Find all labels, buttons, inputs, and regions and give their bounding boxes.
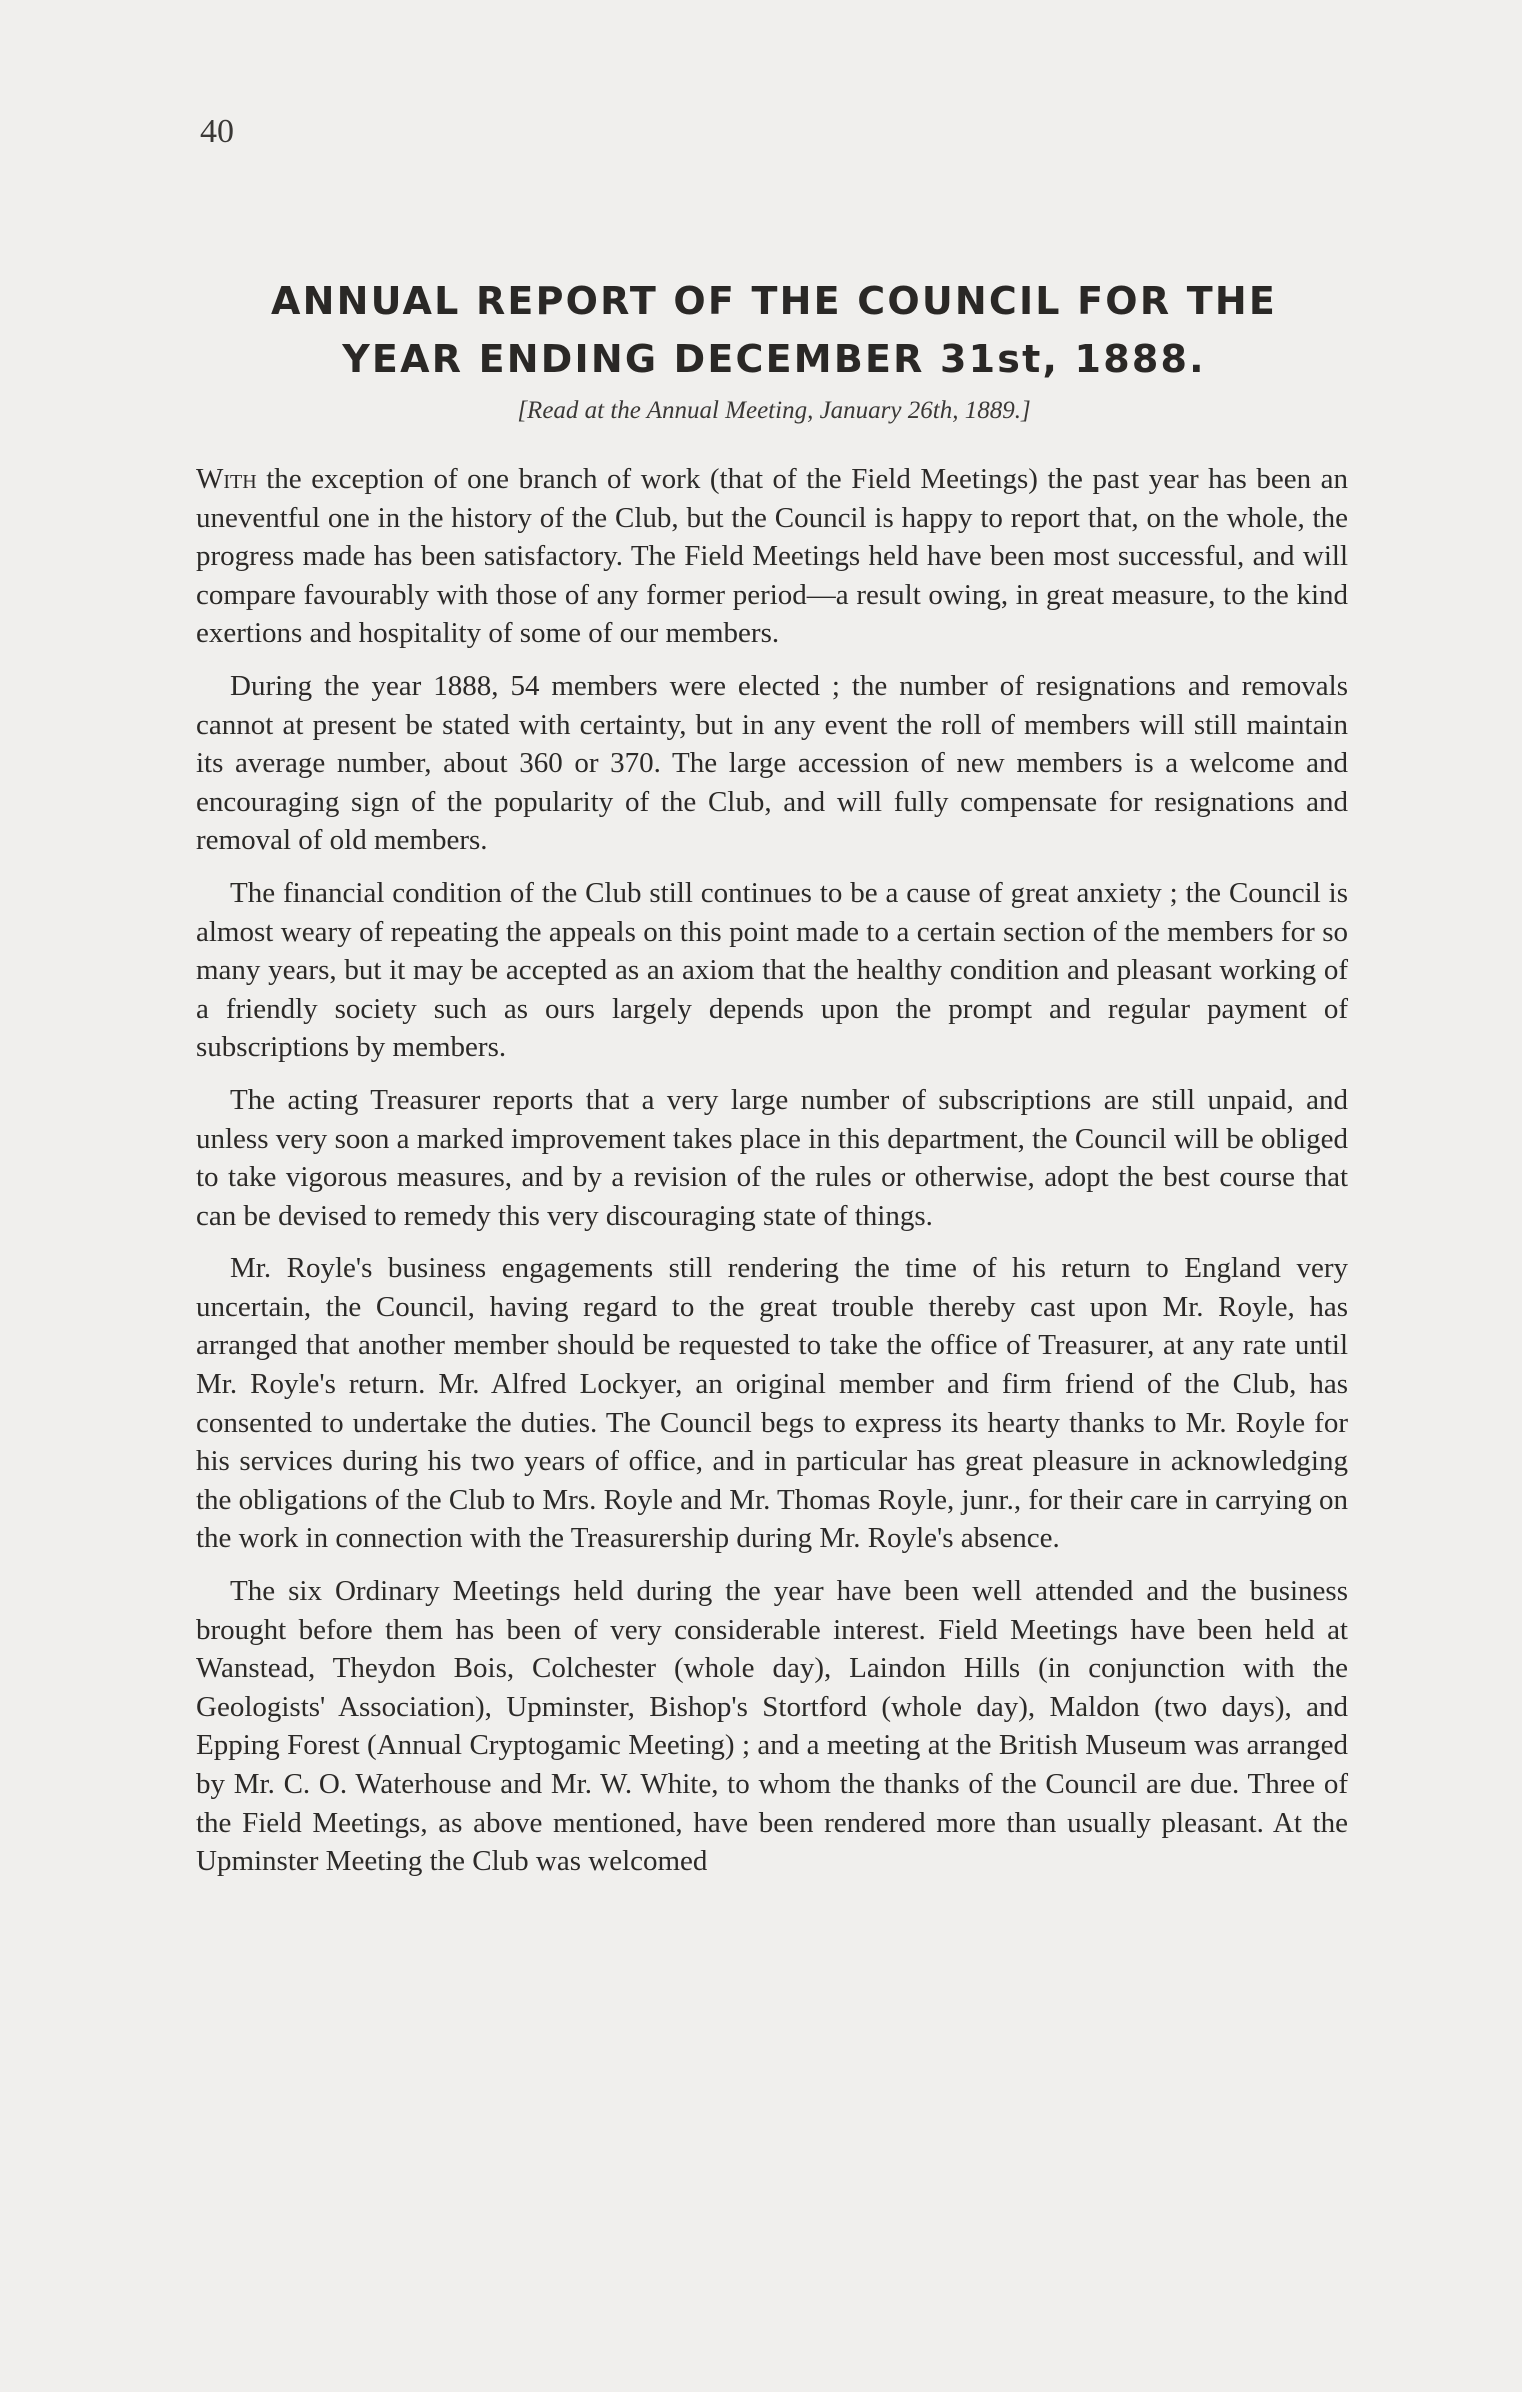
paragraph-1	[196, 460, 1348, 653]
paragraph-1-text: the exception of one branch of work (that of the Field Meetings) the past year has been an uneventful one in the history of the Club, but the Council is happy to report that, on the whole, the progress made has been satisfactory. The Field Meetings held have been most successful, and will compare favourably with those of any former period—a result owing, in great measure, to the kind exertions and hospitality of some of our members.	[196, 463, 1348, 650]
heading-line-1: ANNUAL REPORT OF THE COUNCIL FOR THE	[271, 279, 1277, 323]
report-heading	[196, 272, 1352, 388]
paragraph-3: The financial condition of the Club still continues to be a cause of great anxiety ; the Council is almost weary of repeating the appeals on this point made to a certain section of the members for so many years, but it may be accepted as an axiom that the healthy condition and pleasant working of a friendly society such as ours largely depends upon the prompt and regular payment of subscriptions by members.	[196, 876, 1348, 1064]
report-body	[196, 460, 1348, 1895]
paragraph-1-lead: With	[196, 463, 257, 495]
reading-note: [Read at the Annual Meeting, January 26th, 1889.]	[517, 397, 1031, 424]
paragraph-5: Mr. Royle's business engagements still rendering the time of his return to England very uncertain, the Council, having regard to the great trouble thereby cast upon Mr. Royle, has arranged that another member should be requested to take the office of Treasurer, at any rate until Mr. Royle's return. Mr. Alfred Lockyer, an original member and firm friend of the Club, has consented to undertake the duties. The Council begs to express its hearty thanks to Mr. Royle for his services during his two years of office, and in particular has great pleasure in acknowledging the obligations of the Club to Mrs. Royle and Mr. Thomas Royle, junr., for their care in carrying on the work in connection with the Treasurership during Mr. Royle's absence.	[196, 1252, 1349, 1555]
heading-line-2: YEAR ENDING DECEMBER 31st, 1888.	[342, 337, 1206, 381]
paragraph-6: The six Ordinary Meetings held during the year have been well attended and the business brought before them has been of very considerable interest. Field Meetings have been held at Wanstead, Theydon Bois, Colchester (whole day), Laindon Hills (in conjunction with the Geologists' Association), Upminster, Bishop's Stortford (whole day), Maldon (two days), and Epping Forest (Annual Cryptogamic Meeting) ; and a meeting at the British Museum was arranged by Mr. C. O. Waterhouse and Mr. W. White, to whom the thanks of the Council are due. Three of the Field Meetings, as above mentioned, have been rendered more than usually pleasant. At the Upminster Meeting the Club was welcomed	[196, 1575, 1348, 1878]
page-number: 40	[200, 113, 234, 150]
paragraph-2: During the year 1888, 54 members were elected ; the number of resignations and removals cannot at present be stated with certainty, but in any event the roll of members will still maintain its average number, about 360 or 370. The large accession of new members is a welcome and encouraging sign of the popularity of the Club, and will fully compensate for resignations and removal of old members.	[196, 669, 1348, 857]
paragraph-4: The acting Treasurer reports that a very large number of subscriptions are still unpaid, and unless very soon a marked improvement takes place in this department, the Council will be obliged to take vigorous measures, and by a revision of the rules or otherwise, adopt the best course that can be devised to remedy this very discouraging state of things.	[196, 1083, 1348, 1232]
